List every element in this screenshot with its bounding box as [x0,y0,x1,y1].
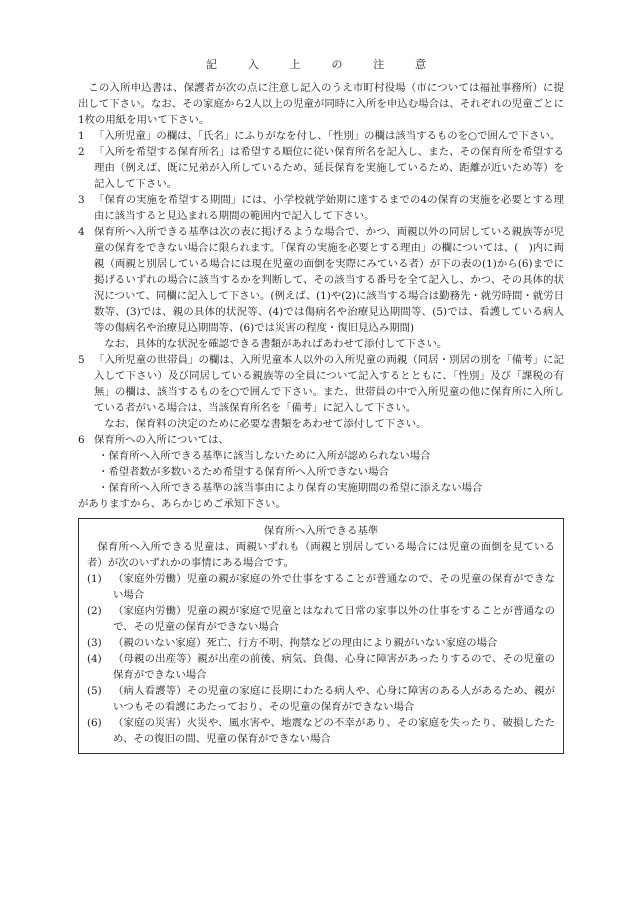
item-number: 5 [78,354,85,366]
instructions-page [78,58,564,754]
criteria-intro: 保育所へ入所できる児童は、両親いずれも（両親と別居している場合には児童の面倒を見ている者）が次のいずれかの事情にある場合です。 [87,541,555,569]
criteria-item-1 [87,571,555,603]
instruction-item-2 [78,144,564,192]
sub-item-6-a: ・保育所へ入所できる基準に該当しないために入所が認められない場合 [98,450,431,462]
criteria-text: （家庭の災害）火災や、風水害や、地震などの不幸があり、その家庭を失ったり、破損したため、その復旧の間、児童の保育ができない場合 [113,717,555,745]
instruction-item-1 [78,128,564,144]
item-number: 2 [78,146,85,158]
item-number: 6 [78,434,85,446]
criteria-text: （病人看護等）その児童の家庭に長期にわたる病人や、心身に障害のある人があるため、親がいつもその看護にあたっており、その児童の保育ができない場合 [113,685,555,713]
item-text: 「保育の実施を希望する期間」には、小学校就学始期に達するまでの4の保育の実施を必要とする理由に該当すると見込まれる期間の範囲内で記入して下さい。 [94,194,564,222]
criteria-item-3 [87,635,555,651]
page-title: 記 入 上 の 注 意 [206,58,436,71]
criteria-text: （家庭外労働）児童の親が家庭の外で仕事をすることが普通なので、その児童の保育ができない場合 [113,573,555,601]
criteria-number: (2) [87,605,102,617]
instruction-item-5 [78,352,564,416]
criteria-number: (1) [87,573,102,585]
criteria-number: (6) [87,717,102,729]
item-6-tail: がありますから、あらかじめご承知下さい。 [78,498,286,510]
criteria-box [78,518,564,754]
item-text: 「入所児童」の欄は、「氏名」にふりがなを付し、「性別」の欄は該当するものを○で囲んで下さい。 [94,130,561,142]
item-text: 保育所へ入所できる基準は次の表に掲げるような場合で、かつ、両親以外の同居している親族等が児童の保育をできない場合に限られます。「保育の実施を必要とする理由」の欄については、( )内に両親（両親と別居している場合には現在児童の面倒を実際にみている者）が下の表の(1)から(6)までに掲げるいずれの場合に該当するかを判断して、その該当する番号を全て記入し、かつ、その具体的状況について、同欄に記入して下さい。(例えば、(1)や(2)に該当する場合は勤務先・就労時間・就労日数等、(3)では、親の具体的状況等、(4)では傷病名や治療見込期間等、(5)では、看護している病人等の傷病名や治療見込期間等、(6)では災害の程度・復旧見込み期間) [94,226,564,334]
instruction-item-6 [78,432,564,448]
note-item-5: なお、保育料の決定のために必要な書類をあわせて添付して下さい。 [104,418,427,430]
intro-paragraph: この入所申込書は、保護者が次の点に注意し記入のうえ市町村役場（市については福祉事務所）に提出して下さい。なお、その家庭から2人以上の児童が同時に入所を申込む場合は、それぞれの児童ごとに1枚の用紙を用いて下さい。 [78,82,564,126]
criteria-item-4 [87,651,555,683]
criteria-title: 保育所へ入所できる基準 [263,525,379,537]
criteria-number: (3) [87,637,102,649]
item-text: 「入所児童の世帯員」の欄は、入所児童本人以外の入所児童の両親（同居・別居の別を「備考」に記入して下さい）及び同居している親族等の全員について記入するとともに、「性別」及び「課税の有無」の欄は、該当するものを○で囲んで下さい。また、世帯員の中で入所児童の他に保育所に入所している者がいる場合は、当該保育所名を「備考」に記入して下さい。 [94,354,564,414]
item-text: 保育所への入所については、 [94,434,229,446]
item-number: 4 [78,226,85,238]
criteria-text: （親のいない家庭）死亡、行方不明、拘禁などの理由により親がいない家庭の場合 [113,637,498,649]
item-number: 1 [78,130,85,142]
item-text: 「入所を希望する保育所名」は希望する順位に従い保育所名を記入し、また、その保育所を希望する理由（例えば、既に兄弟が入所しているため、延長保育を実施しているため、距離が近いため等）を記入して下さい。 [94,146,564,190]
criteria-number: (5) [87,685,102,697]
item-number: 3 [78,194,85,206]
criteria-number: (4) [87,653,102,665]
instruction-item-3 [78,192,564,224]
note-item-4: なお、具体的な状況を確認できる書類があればあわせて添付して下さい。 [104,338,448,350]
sub-item-6-c: ・保育所へ入所できる基準の該当事由により保育の実施期間の希望に添えない場合 [98,482,483,494]
criteria-item-5 [87,683,555,715]
instruction-item-4 [78,224,564,336]
sub-item-6-b: ・希望者数が多数いるため希望する保育所へ入所できない場合 [98,466,389,478]
criteria-text: （家庭内労働）児童の親が家庭で児童とはなれて日常の家事以外の仕事をすることが普通なので、その児童の保育ができない場合 [113,605,555,633]
criteria-item-6 [87,715,555,747]
criteria-item-2 [87,603,555,635]
criteria-text: （母親の出産等）親が出産の前後、病気、負傷、心身に障害があったりするので、その児童の保育ができない場合 [113,653,555,681]
